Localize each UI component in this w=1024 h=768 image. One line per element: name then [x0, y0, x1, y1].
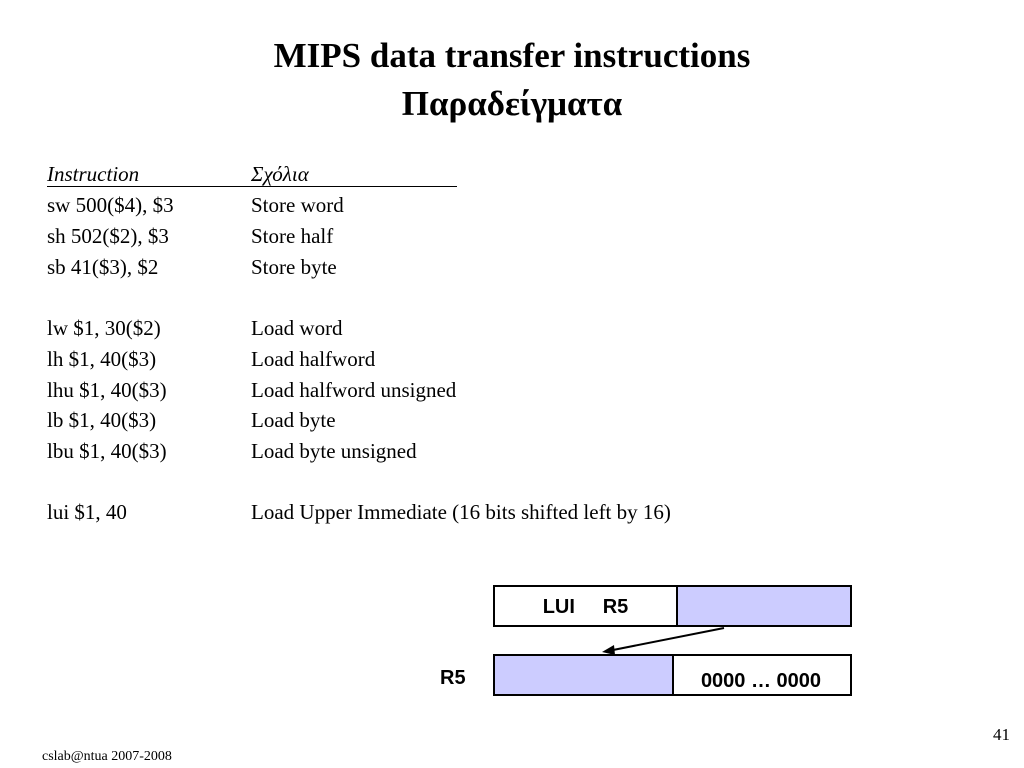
comment-cell: Store byte [251, 255, 337, 279]
comment-cell: Load byte unsigned [251, 439, 417, 463]
instruction-cell: sw 500($4), $3 [47, 193, 174, 217]
slide-title: MIPS data transfer instructions [273, 36, 751, 75]
page-number: 41 [993, 725, 1010, 744]
r5-register-label: R5 [440, 667, 466, 689]
instruction-cell: lui $1, 40 [47, 500, 127, 524]
comment-cell: Load halfword [251, 347, 376, 371]
comment-cell: Store half [251, 224, 334, 248]
instruction-cell: lh $1, 40($3) [47, 347, 157, 371]
instruction-cell: sb 41($3), $2 [47, 255, 159, 279]
comment-cell: Load word [251, 316, 343, 340]
instruction-cell: lhu $1, 40($3) [47, 378, 167, 402]
lui-field-label: LUI R5 [542, 596, 629, 618]
instruction-cell: lbu $1, 40($3) [47, 439, 167, 463]
comment-cell: Load Upper Immediate (16 bits shifted left by 16) [251, 500, 671, 524]
instruction-cell: lb $1, 40($3) [47, 408, 157, 432]
instruction-cell: sh 502($2), $3 [47, 224, 169, 248]
comment-cell: Store word [251, 193, 344, 217]
table-header [47, 162, 457, 187]
r5-upper-half [495, 656, 674, 694]
slide-subtitle: Παραδείγματα [401, 84, 623, 123]
r5-lower-half-value: 0000 … 0000 [700, 670, 822, 692]
slide-footer: cslab@ntua 2007-2008 [42, 749, 172, 764]
header-instruction: Instruction [47, 162, 140, 186]
header-comments: Σχόλια [251, 162, 309, 186]
r5-register-box [493, 654, 852, 696]
instruction-cell: lw $1, 30($2) [47, 316, 161, 340]
comment-cell: Load halfword unsigned [251, 378, 457, 402]
comment-cell: Load byte [251, 408, 336, 432]
